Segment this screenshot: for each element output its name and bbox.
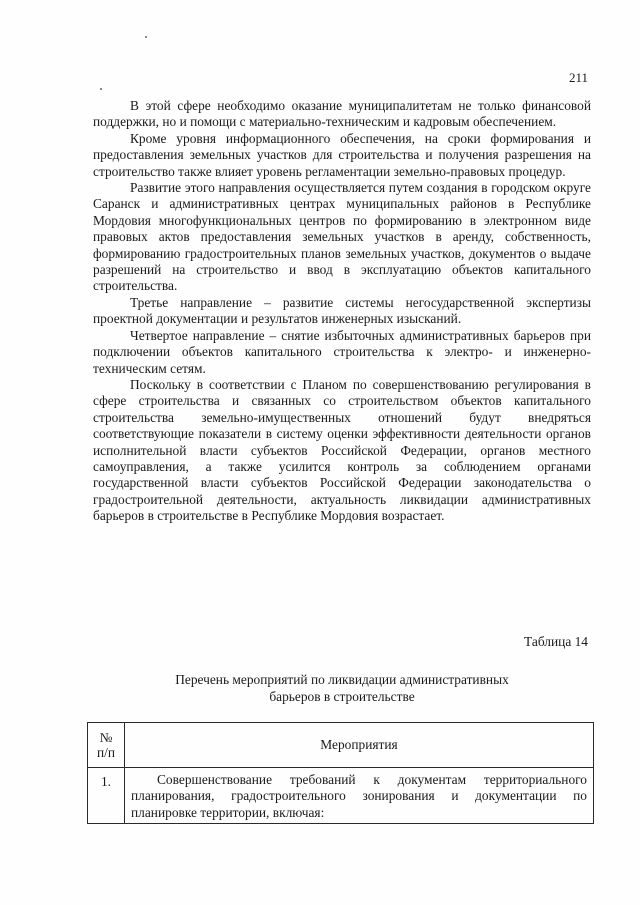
paragraph: Третье направление – развитие системы негосударственной экспертизы проектной документации и результатов инженерных изысканий. <box>93 294 591 327</box>
paragraph: Кроме уровня информационного обеспечения, на сроки формирования и предоставления земельных участков для строительства и получения разрешения на строительство также влияет уровень регламентации земельно-правовых процедур. <box>93 130 591 179</box>
table-row <box>88 768 594 824</box>
scan-speck <box>100 88 102 90</box>
table-header-row <box>88 723 594 768</box>
paragraph: Поскольку в соответствии с Планом по совершенствованию регулирования в сфере строительства и связанных со строительством объектов капитального строительства земельно-имущественных отношений будут внедряться соответствующие показатели в систему оценки эффективности деятельности органов исполнительной власти субъектов Российской Федерации, органов местного самоуправления, а также усилится контроль за соблюдением органами государственной власти субъектов Российской Федерации законодательства о градостроительной деятельности, актуальность ликвидации административных барьеров в строительстве в Республике Мордовия возрастает. <box>93 376 591 524</box>
paragraph: Развитие этого направления осуществляется путем создания в городском округе Саранск и административных центрах муниципальных районов в Республике Мордовия многофункциональных центров по формированию в электронном виде правовых актов предоставления земельных участков в аренду, собственность, формированию градостроительных планов земельных участков, документов о выдаче разрешений на строительство и ввод в эксплуатацию объектов капитального строительства. <box>93 180 591 294</box>
body-text <box>93 98 591 525</box>
header-number-cell <box>88 723 125 768</box>
page-number: 211 <box>568 70 588 85</box>
measures-table <box>87 722 594 824</box>
header-number-abbrev: п/п <box>96 745 116 760</box>
table-title <box>93 671 591 705</box>
scan-speck <box>145 36 147 38</box>
table-caption: Таблица 14 <box>524 634 588 649</box>
row-text: Совершенствование требований к документам территориального планирования, градостроительного зонирования и документации по планировке территории, включая: <box>125 768 594 824</box>
table-title-line: Перечень мероприятий по ликвидации административных <box>175 672 509 687</box>
row-number: 1. <box>88 768 125 824</box>
header-number-sign: № <box>99 730 113 745</box>
paragraph: В этой сфере необходимо оказание муниципалитетам не только финансовой поддержки, но и помощи с материально-техническим и кадровым обеспечением. <box>93 98 591 130</box>
table-title-line: барьеров в строительстве <box>269 689 415 704</box>
paragraph: Четвертое направление – снятие избыточных административных барьеров при подключении объектов капитального строительства к электро- и инженерно-техническим сетям. <box>93 327 591 376</box>
header-measures-cell: Мероприятия <box>125 723 594 768</box>
